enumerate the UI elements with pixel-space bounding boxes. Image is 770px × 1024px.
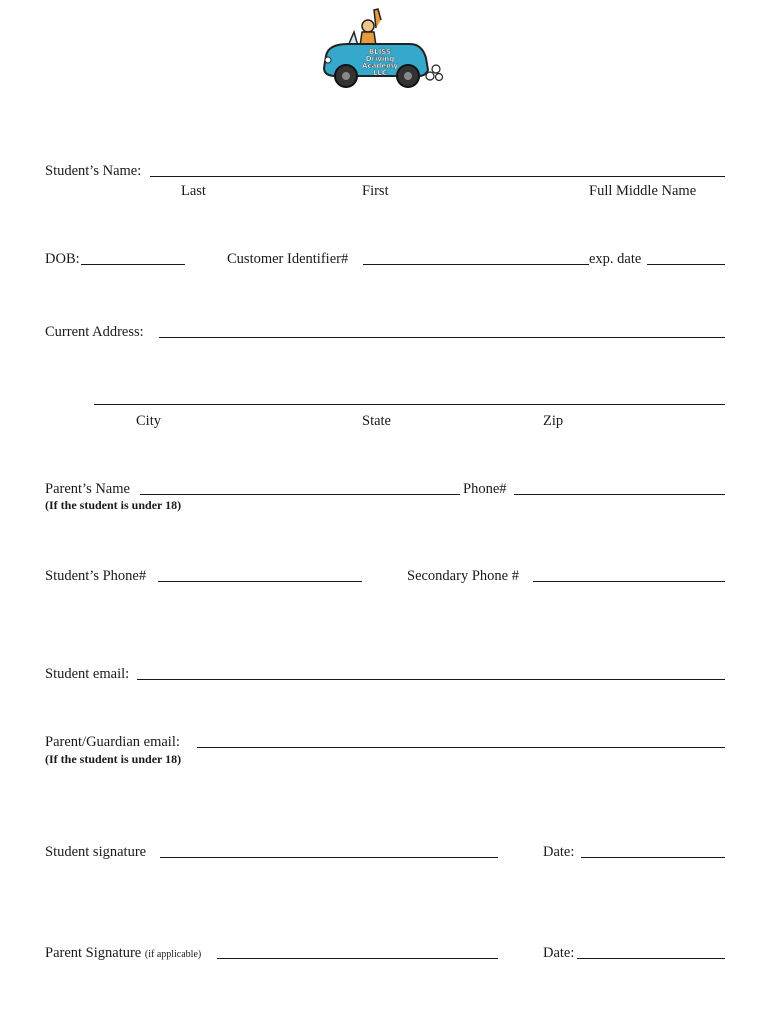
student-email-label: Student email: [45,666,130,682]
secondary-phone-field[interactable] [533,581,725,582]
guardian-email-label: Parent/Guardian email: [45,734,180,750]
guardian-email-field[interactable] [197,747,725,748]
logo-text-line: BLISS [368,48,392,56]
student-signature-date-field[interactable] [581,857,725,858]
guardian-email-note: (If the student is under 18) [45,752,182,766]
bliss-driving-academy-logo [318,6,444,92]
parent-name-note: (If the student is under 18) [45,498,182,512]
parent-signature-field[interactable] [217,958,498,959]
student-signature-field[interactable] [160,857,498,858]
student-name-middle-label: Full Middle Name [589,183,697,199]
customer-identifier-field[interactable] [363,264,589,265]
student-name-first-label: First [362,183,389,199]
student-email-field[interactable] [137,679,725,680]
student-signature-label: Student signature [45,844,147,860]
logo-text-line: LLC [372,69,388,77]
city-label: City [136,413,161,429]
current-address-label: Current Address: [45,324,144,340]
student-phone-field[interactable] [158,581,362,582]
dob-field[interactable] [81,264,185,265]
exp-date-field[interactable] [647,264,725,265]
parent-signature-date-label: Date: [543,945,575,961]
current-address-field[interactable] [159,337,725,338]
secondary-phone-label: Secondary Phone # [407,568,519,584]
parent-signature-row [45,944,201,964]
parent-phone-label: Phone# [463,481,507,497]
zip-label: Zip [543,413,564,429]
logo-text-line: Driving [365,55,395,63]
student-name-last-label: Last [181,183,206,199]
parent-signature-date-field[interactable] [577,958,725,959]
dob-label: DOB: [45,251,80,267]
student-name-label: Student’s Name: [45,163,142,179]
parent-phone-field[interactable] [514,494,725,495]
student-signature-date-label: Date: [543,844,575,860]
customer-identifier-label: Customer Identifier# [227,251,349,267]
car-logo-icon [318,6,444,92]
state-label: State [362,413,391,429]
exp-date-label: exp. date [589,251,642,267]
parent-name-label: Parent’s Name [45,481,130,497]
student-phone-label: Student’s Phone# [45,568,147,584]
city-state-zip-field[interactable] [94,404,725,405]
parent-name-field[interactable] [140,494,460,495]
parent-signature-qualifier: (if applicable) [144,949,202,960]
parent-signature-label: Parent Signature [45,945,142,961]
student-name-field[interactable] [150,176,725,177]
logo-text-line: Academy [362,62,398,70]
